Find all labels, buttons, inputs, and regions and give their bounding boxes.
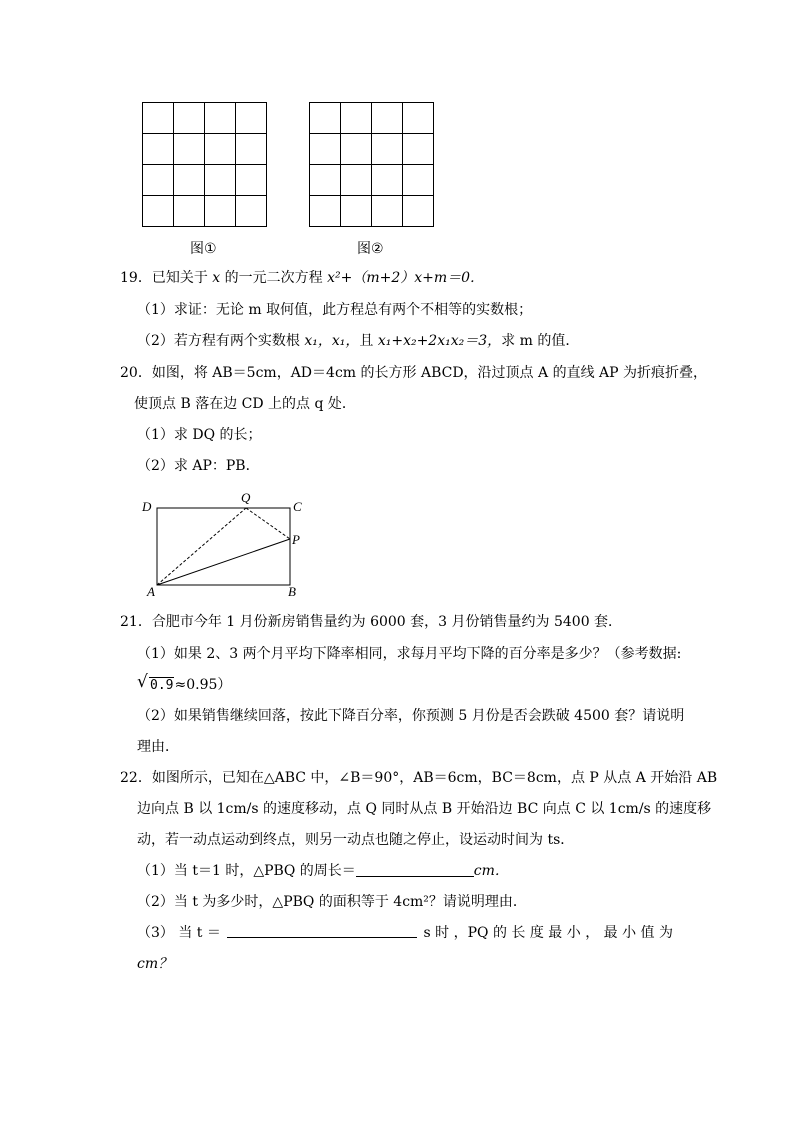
q22-part3-line2: cm？ [137, 956, 173, 972]
rectangle-fold-diagram [130, 486, 320, 601]
fold-line-aq [157, 508, 246, 585]
q22-number: 22． [120, 770, 152, 786]
label-q: Q [241, 490, 251, 505]
answer-blank-time[interactable] [227, 923, 417, 938]
grid-figure-2 [309, 102, 434, 227]
fold-line-qp [246, 508, 290, 539]
q22-part1: （1）当 t＝1 时，△PBQ 的周长＝ cm． [137, 863, 509, 879]
grid2-caption: 图② [357, 241, 384, 257]
q19-stem: 19．已知关于 x 的一元二次方程 x²+（m+2）x+m＝0． [120, 270, 485, 286]
q22-stem-line3: 动，若一动点运动到终点，则另一动点也随之停止，设运动时间为 ts． [137, 832, 575, 848]
q20-stem-line1: 20．如图，将 AB＝5cm，AD＝4cm 的长方形 ABCD，沿过顶点 A 的直线 AP 为折痕折叠， [120, 365, 707, 381]
label-a: A [147, 584, 155, 599]
sqrt-expression: √ 0.9 [137, 672, 174, 693]
q21-part1-line2: √ 0.9≈0.95） [137, 675, 231, 696]
answer-blank-perimeter[interactable] [356, 862, 474, 877]
q19-equation: x²+（m+2）x+m＝0． [327, 270, 485, 286]
q19-number: 19． [120, 270, 152, 286]
q19-part2: （2）若方程有两个实数根 x₁，x₁，且 x₁+x₂+2x₁x₂＝3，求 m 的值． [137, 333, 580, 349]
q20-part1: （1）求 DQ 的长； [137, 427, 262, 443]
q21-part1-line1: （1）如果 2、3 两个月平均下降率相同，求每月平均下降的百分率是多少？（参考数据: [137, 646, 682, 662]
label-p: P [292, 532, 300, 547]
q22-stem-line2: 边向点 B 以 1cm/s 的速度移动，点 Q 同时从点 B 开始沿边 BC 向点 C 以 1cm/s 的速度移 [137, 801, 712, 817]
q21-part2-line1: （2）如果销售继续回落，按此下降百分率，你预测 5 月份是否会跌破 4500 套？请说明 [137, 708, 685, 724]
q22-stem-line1: 22．如图所示，已知在△ABC 中，∠B＝90°，AB＝6cm，BC＝8cm，点 P 从点 A 开始沿 AB [120, 770, 718, 786]
q21-part2-line2: 理由． [137, 739, 179, 755]
rectangle-abcd [157, 508, 290, 585]
q20-number: 20． [120, 365, 152, 381]
label-c: C [293, 499, 302, 514]
q21-number: 21． [120, 614, 152, 630]
label-d: D [142, 499, 152, 514]
q22-part2: （2）当 t 为多少时，△PBQ 的面积等于 4cm²？请说明理由． [137, 894, 527, 910]
q19-part1: （1）求证：无论 m 取何值，此方程总有两个不相等的实数根； [137, 302, 533, 318]
q20-part2: （2）求 AP：PB． [137, 458, 260, 474]
crease-ap [157, 539, 290, 585]
q21-stem: 21．合肥市今年 1 月份新房销售量约为 6000 套，3 月份销售量约为 5400 套． [120, 614, 623, 630]
q22-part3: （3） 当 t ＝ s 时 ，PQ 的 长 度 最 小 ， 最 小 值 为 [137, 925, 673, 941]
q20-stem-line2: 使顶点 B 落在边 CD 上的点 q 处． [134, 396, 356, 412]
label-b: B [288, 584, 296, 599]
grid-figure-1 [142, 102, 267, 227]
grid1-caption: 图① [190, 241, 217, 257]
